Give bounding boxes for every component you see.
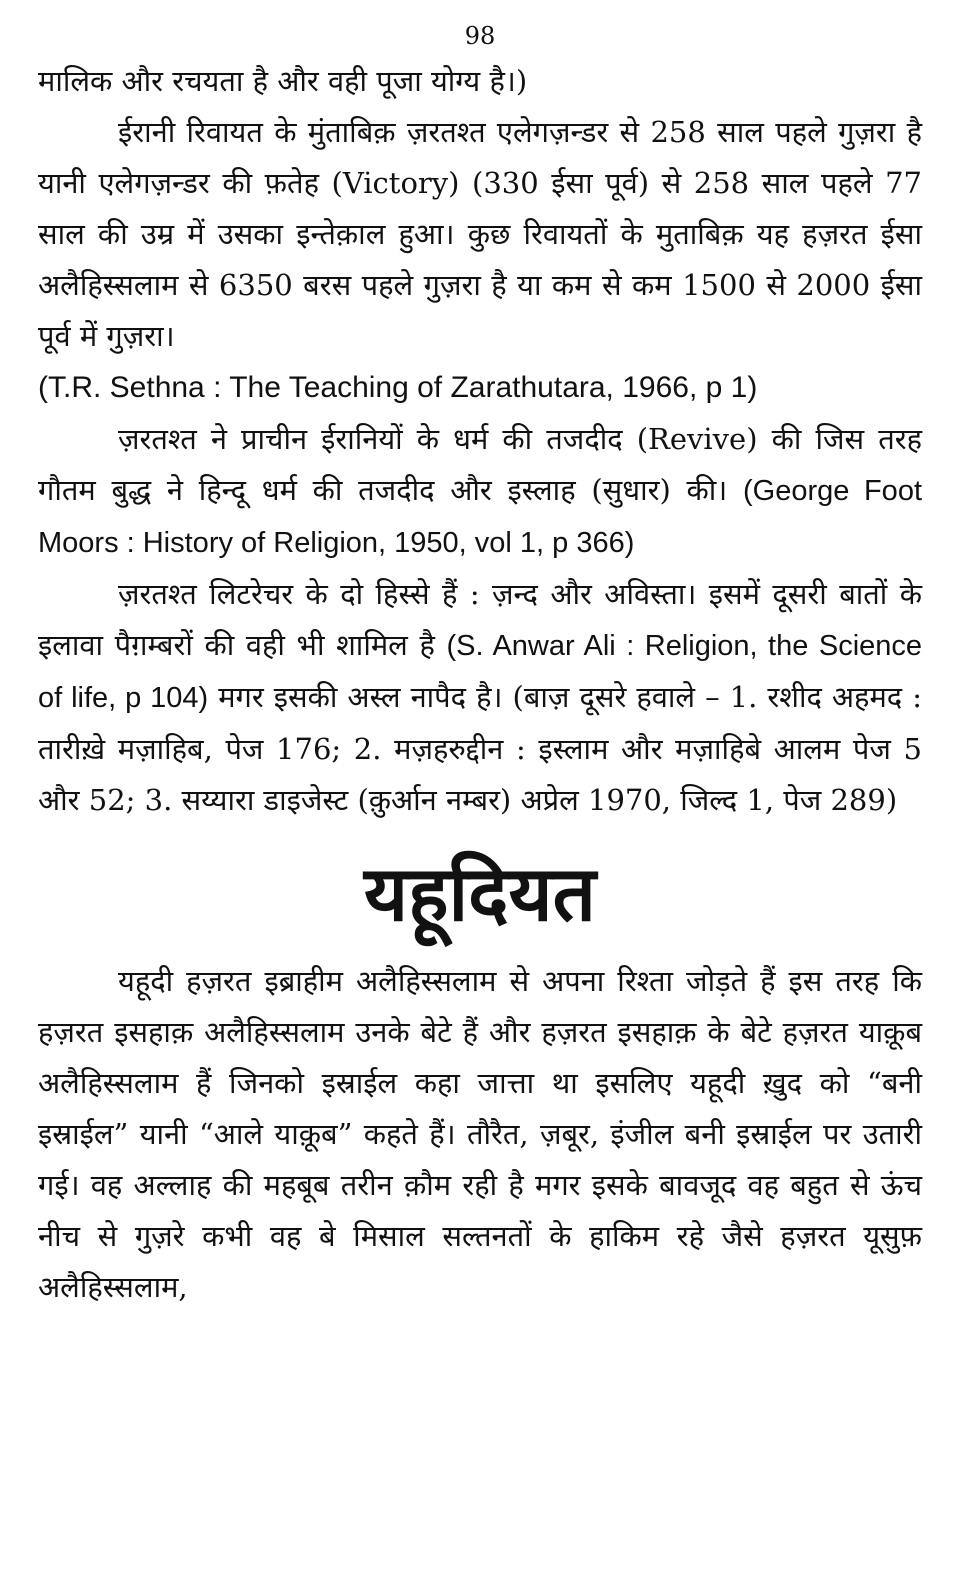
page-number: 98 [464,22,496,50]
section-heading: यहूदियत [364,849,596,938]
paragraph-iranian-tradition: ईरानी रिवायत के मुंताबिक़ ज़रतश्त एलेगज़न्डर से 258 साल पहले गुज़रा है यानी एलेगज़न्डर की फ़तेह (Victory) (330 ईसा पूर्व) से 258 साल पहले 77 साल की उम्र में उसका इन्तेक़ाल हुआ। कुछ रिवायतों के मुताबिक़ यह हज़रत ईसा अलैहिस्सलाम से 6350 बरस पहले गुज़रा है या कम से कम 1500 से 2000 ईसा पूर्व में गुज़रा। [38,115,922,353]
paragraph-literature-text: ज़रतश्त लिटरेचर के दो हिस्से हैं : ज़न्द और अविस्ता। इसमें दूसरी बातों के इलावा पैग़म्बरों की वही भी शामिल है [38,577,922,662]
paragraph-continuation: मालिक और रचयता है और वही पूजा योग्य है।) [38,64,528,98]
citation-moors: (George Foot Moors : History of Religion, 1950, vol 1, p 366) [38,475,922,559]
citation-sethna: (T.R. Sethna : The Teaching of Zarathutara, 1966, p 1) [38,371,758,404]
paragraph-judaism: यहूदी हज़रत इब्राहीम अलैहिस्सलाम से अपना रिश्ता जोड़ते हैं इस तरह कि हज़रत इसहाक़ अलैहिस्सलाम उनके बेटे हैं और हज़रत इसहाक़ के बेटे हज़रत याक़ूब अलैहिस्सलाम हैं जिनको इस्राईल कहा जात्ता था इसलिए यहूदी ख़ुद को “बनी इस्राईल” यानी “आले याक़ूब” कहते हैं। तौरैत, ज़बूर, इंजील बनी इस्राईल पर उतारी गई। वह अल्लाह की महबूब तरीन क़ौम रही है मगर इसके बावजूद वह बहुत से ऊंच नीच से गुज़रे कभी वह बे मिसाल सल्तनतों के हाकिम रहे जैसे हज़रत यूसुफ़ अलैहिस्सलाम, [38,964,922,1304]
paragraph-revival-text: ज़रतश्त ने प्राचीन ईरानियों के धर्म की तजदीद (Revive) की जिस तरह गौतम बुद्ध ने हिन्दू धर्म की तजदीद और इस्लाह (सुधार) की। [38,422,922,507]
citation-anwar-ali: (S. Anwar Ali : Religion, the Science of life, p 104) [38,630,923,714]
paragraph-literature [38,569,922,826]
paragraph-revival [38,414,922,569]
paragraph-literature-references: मगर इसकी अस्ल नापैद है। (बाज़ दूसरे हवाले – 1. रशीद अहमद : तारीख़े मज़ाहिब, पेज 176; 2. मज़हरुद्दीन : इस्लाम और मज़ाहिबे आलम पेज 5 और 52; 3. सय्यारा डाइजेस्ट (क़ुर्आन नम्बर) अप्रेल 1970, जिल्द 1, पेज 289) [38,680,923,817]
